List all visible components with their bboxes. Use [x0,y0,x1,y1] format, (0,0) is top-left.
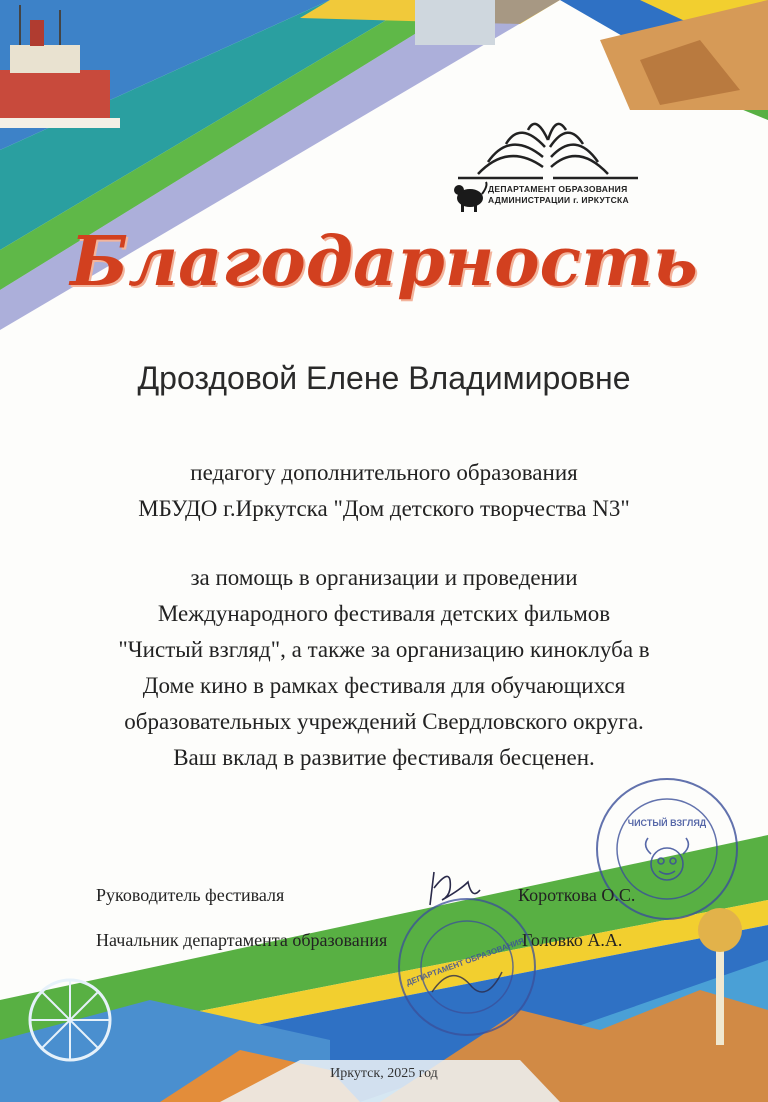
body-line: за помощь в организации и проведении [190,565,578,590]
department-stamp-text: ДЕПАРТАМЕНТ ОБРАЗОВАНИЯ [404,936,526,988]
church-illustration [415,0,495,45]
festival-stamp-text: ЧИСТЫЙ ВЗГЛЯД [627,818,707,828]
recipient-name: Дроздовой Елене Владимировне [137,360,631,396]
body-line: Ваш вклад в развитие фестиваля бесценен. [173,745,595,770]
body-line: образовательных учреждений Свердловского округа. [124,709,644,734]
body-line: "Чистый взгляд", а также за организацию киноклуба в [118,637,650,662]
signature-name-1: Короткова О.С. [518,885,636,905]
body-line: Международного фестиваля детских фильмов [157,601,611,626]
department-logo-text [488,184,648,206]
signature-name-2: Головко А.А. [522,930,623,950]
recipient-position [0,455,768,527]
mascot-icon [646,838,689,880]
certificate-title: Благодарность [70,222,698,302]
department-stamp [392,892,542,1042]
position-line: МБУДО г.Иркутска "Дом детского творчества N3" [138,496,630,521]
logo-line-1: ДЕПАРТАМЕНТ ОБРАЗОВАНИЯ [488,184,628,194]
body-line: Доме кино в рамках фестиваля для обучающихся [142,673,626,698]
signature-role-2: Начальник департамента образования [96,930,388,950]
logo-line-2: АДМИНИСТРАЦИИ г. ИРКУТСКА [488,195,629,205]
position-line: педагогу дополнительного образования [190,460,578,485]
open-book-icon [458,124,638,178]
babr-icon [454,182,487,212]
signature-role-1: Руководитель фестиваля [96,885,285,905]
place-and-year: Иркутск, 2025 год [330,1066,438,1081]
gratitude-text [0,560,768,776]
